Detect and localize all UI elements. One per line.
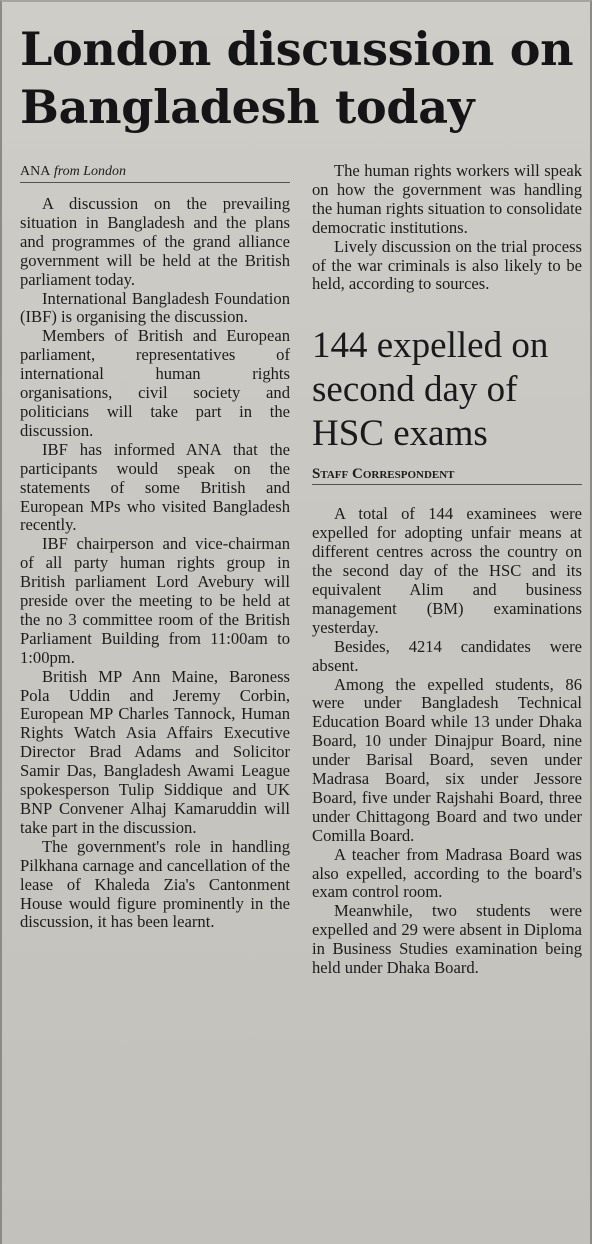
article1-paragraph: The government's role in handling Pilkhana carnage and cancellation of the lease of Khaleda Zia's Cantonment House would figure prominently in the discussion, it has been learnt.	[20, 836, 290, 932]
article1-paragraph: Lively discussion on the trial process of the war criminals is also likely to be held, according to sources.	[312, 236, 582, 294]
right-column	[312, 162, 582, 978]
article1-paragraph: A discussion on the prevailing situation in Bangladesh and the plans and programmes of the grand alliance government will be held at the British parliament today.	[20, 194, 290, 289]
article1-paragraph: Members of British and European parliament, representatives of international human rights organisations, civil society and politicians will take part in the discussion.	[20, 326, 290, 440]
article1-paragraph: The human rights workers will speak on how the government was handling the human rights situation to consolidate democratic institutions.	[312, 161, 582, 237]
article2-paragraph: Besides, 4214 candidates were absent.	[312, 636, 582, 675]
byline	[20, 162, 290, 183]
article2-paragraph: A total of 144 examinees were expelled for adopting unfair means at different centres across the country on the second day of the HSC and its equivalent Alim and business management (BM) examinations yesterday.	[312, 504, 582, 637]
article2-headline: 144 expelled on second day of HSC exams	[312, 325, 549, 455]
article2-body	[312, 505, 582, 978]
main-headline: London discussion on Bangladesh today	[20, 22, 574, 134]
article1-paragraph: International Bangladesh Foundation (IBF) is organising the discussion.	[20, 288, 290, 327]
article1-paragraph: British MP Ann Maine, Baroness Pola Uddin and Jeremy Corbin, European MP Charles Tannock, Human Rights Watch Asia Affairs Executive Director Brad Adams and Solicitor Samir Das, Bangladesh Awami League spokesperson Tulip Siddique and UK BNP Convener Alhaj Kamaruddin will take part in the discussion.	[20, 666, 290, 837]
left-column	[20, 162, 290, 932]
byline-agency: ANA	[20, 164, 51, 179]
article1-paragraph: IBF chairperson and vice-chairman of all party human rights group in British parliament Lord Avebury will preside over the meeting to be held at the no 3 committee room of the British Parliament Building from 11:00am to 1:00pm.	[20, 534, 290, 667]
article2-byline: Staff Correspondent	[312, 464, 582, 485]
article1-body-left	[20, 195, 290, 932]
article1-paragraph: IBF has informed ANA that the participants would speak on the statements of some British and European MPs who visited Bangladesh recently.	[20, 439, 290, 535]
article2-paragraph: Among the expelled students, 86 were under Bangladesh Technical Education Board while 13 under Dhaka Board, 10 under Dinajpur Board, nine under Barisal Board, seven under Madrasa Board, six under Jessore Board, five under Rajshahi Board, three under Chittagong Board and two under Comilla Board.	[312, 674, 582, 845]
article1-body-right	[312, 162, 582, 294]
article2-paragraph: A teacher from Madrasa Board was also expelled, according to the board's exam control room.	[312, 844, 582, 902]
article2-paragraph: Meanwhile, two students were expelled and 29 were absent in Diploma in Business Studies examination being held under Dhaka Board.	[312, 901, 582, 978]
byline-location: from London	[53, 164, 127, 179]
